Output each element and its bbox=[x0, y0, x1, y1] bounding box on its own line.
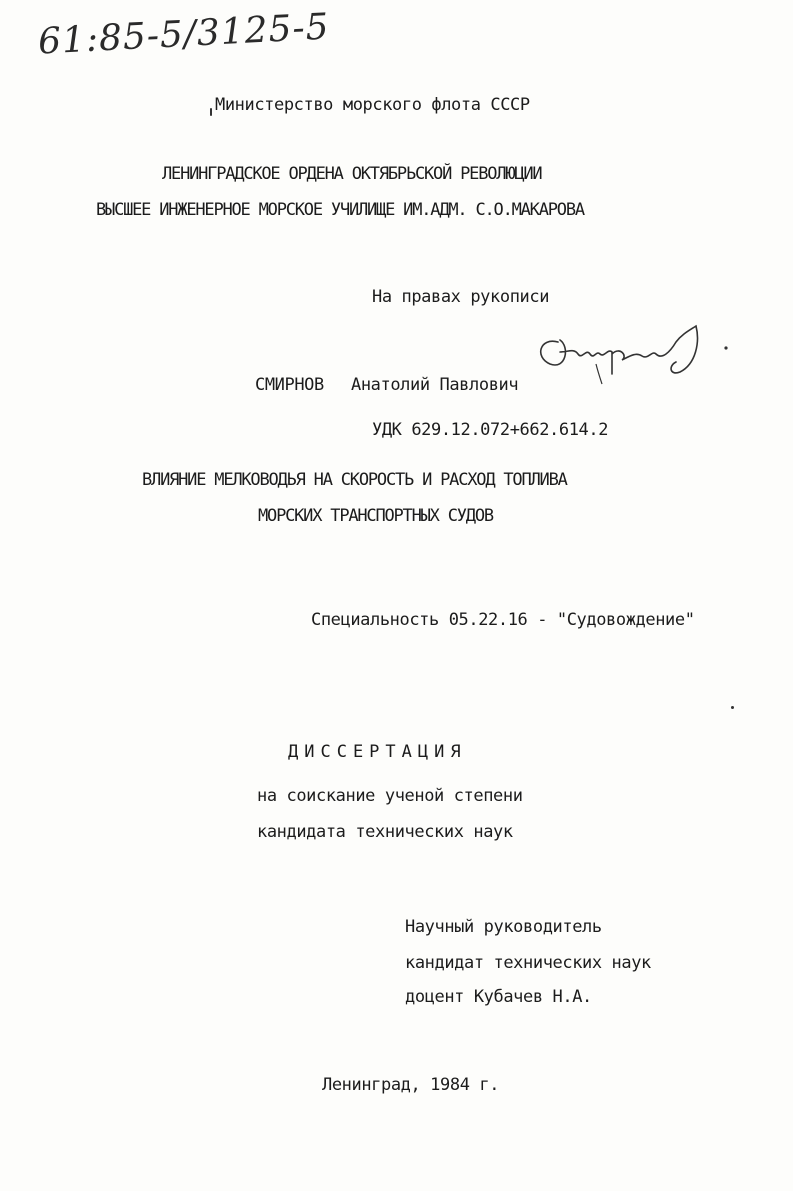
institution-line-1: ЛЕНИНГРАДСКОЕ ОРДЕНА ОКТЯБРЬСКОЙ РЕВОЛЮЦИИ bbox=[162, 164, 542, 184]
scan-speck bbox=[731, 706, 734, 709]
dissertation-title-line-1: ВЛИЯНИЕ МЕЛКОВОДЬЯ НА СКОРОСТЬ И РАСХОД ТОПЛИВА bbox=[142, 470, 567, 490]
institution-line-2: ВЫСШЕЕ ИНЖЕНЕРНОЕ МОРСКОЕ УЧИЛИЩЕ ИМ.АДМ. С.О.МАКАРОВА bbox=[96, 200, 584, 220]
author-surname: СМИРНОВ bbox=[255, 375, 324, 395]
dissertation-title-line-2: МОРСКИХ ТРАНСПОРТНЫХ СУДОВ bbox=[258, 506, 493, 526]
udc-code: УДК 629.12.072+662.614.2 bbox=[372, 420, 609, 440]
place-and-year: Ленинград, 1984 г. bbox=[322, 1075, 500, 1095]
document-type-line-2: кандидата технических наук bbox=[257, 822, 513, 842]
supervisor-line-1: Научный руководитель bbox=[405, 917, 602, 937]
document-type-heading: ДИССЕРТАЦИЯ bbox=[288, 742, 467, 762]
scan-speck bbox=[210, 108, 212, 116]
supervisor-line-2: кандидат технических наук bbox=[405, 953, 651, 973]
document-type-line-1: на соискание ученой степени bbox=[257, 786, 523, 806]
manuscript-rights-note: На правах рукописи bbox=[372, 287, 550, 307]
supervisor-line-3: доцент Кубачев Н.А. bbox=[405, 987, 592, 1007]
author-given-names: Анатолий Павлович bbox=[351, 375, 519, 395]
archive-code-handwritten: 61:85-5/3125-5 bbox=[37, 6, 331, 63]
specialty-line: Специальность 05.22.16 - "Судовождение" bbox=[311, 610, 695, 630]
ministry-line: Министерство морского флота СССР bbox=[215, 95, 530, 115]
author-signature bbox=[530, 312, 740, 392]
